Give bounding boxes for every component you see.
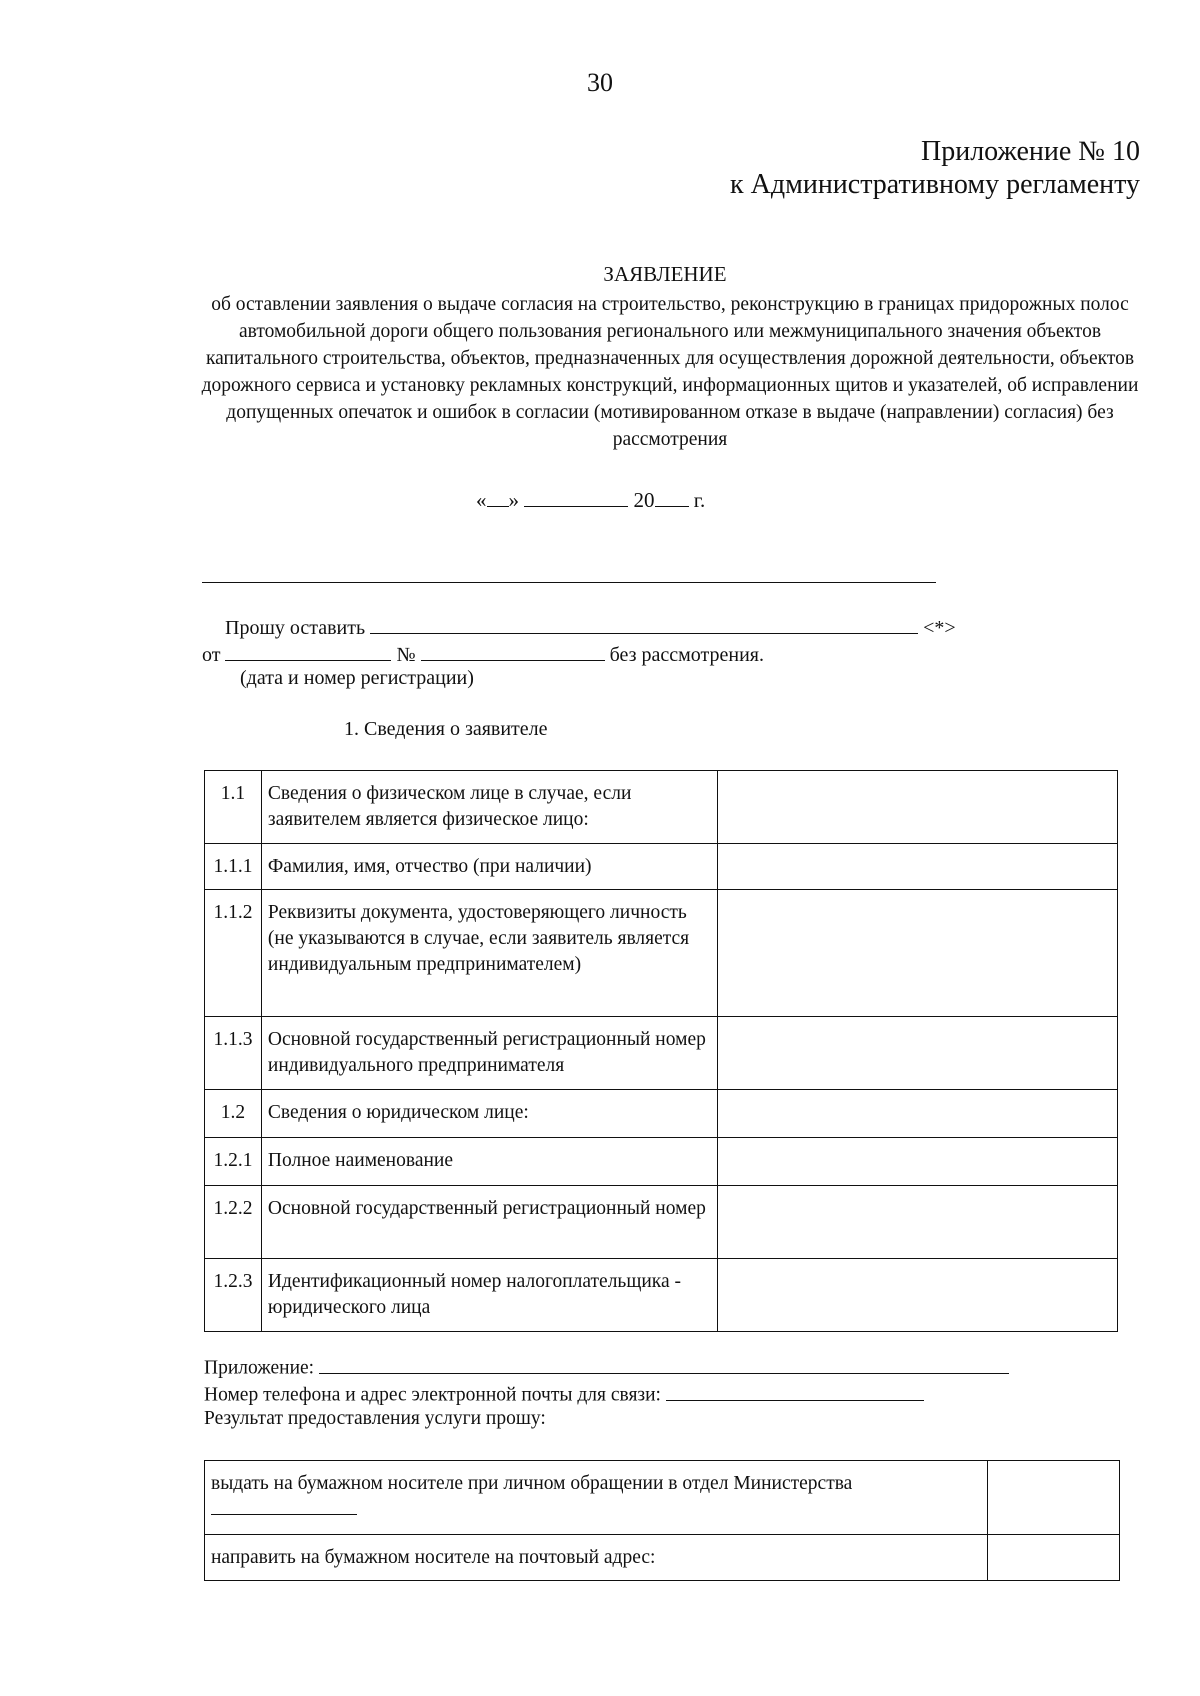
request-line xyxy=(225,614,956,640)
table-row xyxy=(205,1017,1118,1090)
applicant-name-line[interactable] xyxy=(202,582,936,583)
date-close-quote: » xyxy=(508,487,519,512)
table-row xyxy=(205,1461,1120,1535)
table-row xyxy=(205,1535,1120,1581)
from-label: от xyxy=(202,644,221,666)
department-field[interactable] xyxy=(211,1500,357,1515)
row-label: Основной государственный регистрационный номер индивидуального предпринимателя xyxy=(261,1017,718,1090)
row-number: 1.1.2 xyxy=(205,890,262,1017)
appendix-reference: к Административному регламенту xyxy=(730,169,1140,200)
row-label: Сведения о юридическом лице: xyxy=(261,1090,718,1138)
result-option-checkbox[interactable] xyxy=(988,1461,1120,1535)
row-value-field[interactable] xyxy=(718,1138,1118,1186)
year-prefix: 20 xyxy=(633,487,655,512)
row-number: 1.2.3 xyxy=(205,1259,262,1332)
row-label: Сведения о физическом лице в случае, если заявителем является физическое лицо: xyxy=(261,771,718,844)
row-value-field[interactable] xyxy=(718,1090,1118,1138)
row-number: 1.2.1 xyxy=(205,1138,262,1186)
attachment-label: Приложение: xyxy=(204,1357,315,1379)
table-row xyxy=(205,844,1118,890)
table-row xyxy=(205,1259,1118,1332)
row-value-field[interactable] xyxy=(718,1259,1118,1332)
table-row xyxy=(205,1138,1118,1186)
footnote-mark: <*> xyxy=(923,617,956,639)
applicant-table xyxy=(204,770,1118,1332)
attachment-field[interactable] xyxy=(319,1354,1009,1374)
row-value-field[interactable] xyxy=(718,1186,1118,1259)
result-option xyxy=(205,1461,988,1535)
row-number: 1.2 xyxy=(205,1090,262,1138)
row-label: Фамилия, имя, отчество (при наличии) xyxy=(261,844,718,890)
document-description: об оставлении заявления о выдаче согласия на строительство, реконструкцию в границах придорожных полос автомобильной дороги общего пользования регионального или межмуниципального значения объектов капитального строительства, объектов, предназначенных для осуществления дорожной деятельности, объектов дорожного сервиса и установку рекламных конструкций, информационных щитов и указателей, об исправлении допущенных опечаток и ошибок в согласии (мотивированном отказе в выдаче (направлении) согласия) без рассмотрения xyxy=(201,294,1139,450)
page-number: 30 xyxy=(587,68,613,97)
row-value-field[interactable] xyxy=(718,890,1118,1017)
number-label: № xyxy=(396,644,416,666)
row-number: 1.1 xyxy=(205,771,262,844)
registration-line xyxy=(202,641,764,667)
contact-field[interactable] xyxy=(666,1381,924,1401)
row-number: 1.1.1 xyxy=(205,844,262,890)
row-label: Основной государственный регистрационный номер xyxy=(261,1186,718,1259)
request-prefix: Прошу оставить xyxy=(225,617,366,639)
day-field[interactable] xyxy=(487,486,509,507)
contact-line xyxy=(204,1381,924,1407)
result-option xyxy=(205,1535,988,1581)
row-number: 1.2.2 xyxy=(205,1186,262,1259)
attachment-line xyxy=(204,1354,1009,1380)
date-line xyxy=(476,486,705,513)
section-applicant-title: 1. Сведения о заявителе xyxy=(344,718,548,740)
row-value-field[interactable] xyxy=(718,1017,1118,1090)
year-suffix: г. xyxy=(693,487,706,512)
row-value-field[interactable] xyxy=(718,771,1118,844)
table-row xyxy=(205,1186,1118,1259)
result-options-table xyxy=(204,1460,1120,1581)
result-option-label: направить на бумажном носителе на почтовый адрес: xyxy=(211,1547,656,1568)
table-row xyxy=(205,1090,1118,1138)
registration-number-field[interactable] xyxy=(421,641,605,661)
table-row xyxy=(205,771,1118,844)
appendix-number: Приложение № 10 xyxy=(921,136,1140,167)
result-label: Результат предоставления услуги прошу: xyxy=(204,1408,546,1429)
request-subject-field[interactable] xyxy=(370,614,918,634)
document-title: ЗАЯВЛЕНИЕ xyxy=(603,262,727,286)
phone-label: Номер телефона и адрес электронной почты для связи: xyxy=(204,1384,661,1406)
result-option-checkbox[interactable] xyxy=(988,1535,1120,1581)
row-number: 1.1.3 xyxy=(205,1017,262,1090)
date-open-quote: « xyxy=(476,487,487,512)
row-value-field[interactable] xyxy=(718,844,1118,890)
row-label: Реквизиты документа, удостоверяющего личность (не указываются в случае, если заявитель является индивидуальным предпринимателем) xyxy=(261,890,718,1017)
row-label: Полное наименование xyxy=(261,1138,718,1186)
row-label: Идентификационный номер налогоплательщика - юридического лица xyxy=(261,1259,718,1332)
request-suffix: без рассмотрения. xyxy=(609,644,765,666)
registration-date-field[interactable] xyxy=(225,641,391,661)
month-field[interactable] xyxy=(524,486,628,507)
year-field[interactable] xyxy=(655,486,689,507)
registration-hint: (дата и номер регистрации) xyxy=(240,667,474,689)
table-row xyxy=(205,890,1118,1017)
result-option-label: выдать на бумажном носителе при личном обращении в отдел Министерства xyxy=(211,1473,853,1494)
